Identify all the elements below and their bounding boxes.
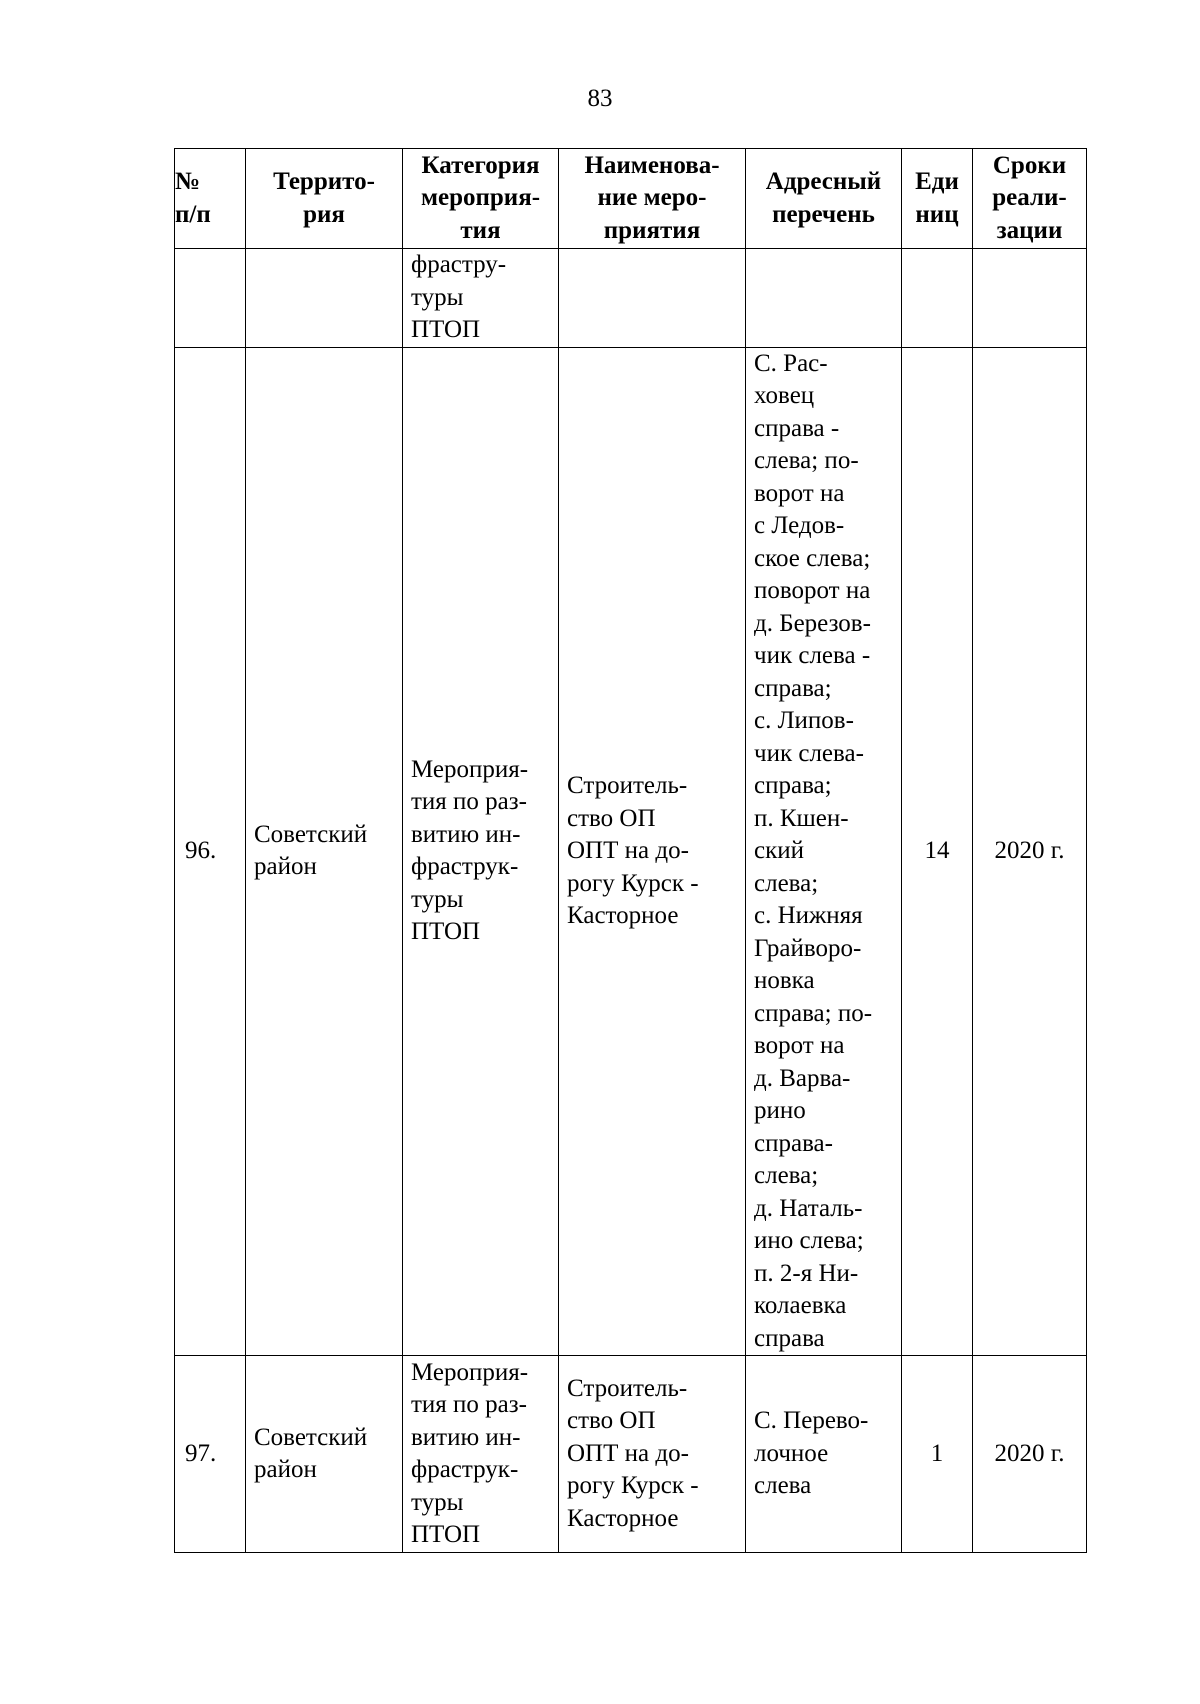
header-category: Категория мероприя- тия xyxy=(403,149,559,249)
cell-category: Мероприя- тия по раз- витию ин- фраструк- туры ПТОП xyxy=(403,347,559,1356)
cell-num: 97. xyxy=(175,1356,246,1553)
cell-territory: Советский район xyxy=(246,347,403,1356)
cell-name: Строитель- ство ОП ОПТ на до- рогу Курск - Касторное xyxy=(559,347,746,1356)
table-row xyxy=(175,1356,1087,1553)
table-header-row xyxy=(175,149,1087,249)
cell-units: 14 xyxy=(902,347,973,1356)
cell-category: фрастру- туры ПТОП xyxy=(403,249,559,348)
cell-territory: Советский район xyxy=(246,1356,403,1553)
cell-term: 2020 г. xyxy=(973,1356,1087,1553)
cell-territory xyxy=(246,249,403,348)
header-term: Сроки реали- зации xyxy=(973,149,1087,249)
table-row xyxy=(175,249,1087,348)
cell-name: Строитель- ство ОП ОПТ на до- рогу Курск - Касторное xyxy=(559,1356,746,1553)
page-number: 83 xyxy=(587,85,613,112)
cell-term xyxy=(973,249,1087,348)
cell-units xyxy=(902,249,973,348)
table-row xyxy=(175,347,1087,1356)
cell-address: С. Рас- ховец справа - слева; по- ворот на с Ледов- ское слева; поворот на д. Березов- чик слева - справа; с. Липов- чик слева- справа; п. Кшен- ский слева; с. Нижняя Грайворо- новка справа; по- ворот на д. Варва- рино справа- слева; д. Наталь- ино слева; п. 2-я Ни- колаевка справа xyxy=(746,347,902,1356)
header-name: Наименова- ние меро- приятия xyxy=(559,149,746,249)
cell-num: 96. xyxy=(175,347,246,1356)
cell-units: 1 xyxy=(902,1356,973,1553)
events-table xyxy=(174,148,1087,1553)
cell-category: Мероприя- тия по раз- витию ин- фраструк- туры ПТОП xyxy=(403,1356,559,1553)
header-num: № п/п xyxy=(175,149,246,249)
cell-num xyxy=(175,249,246,348)
header-territory: Террито- рия xyxy=(246,149,403,249)
cell-term: 2020 г. xyxy=(973,347,1087,1356)
cell-address xyxy=(746,249,902,348)
cell-name xyxy=(559,249,746,348)
header-address: Адресный перечень xyxy=(746,149,902,249)
header-units: Еди ниц xyxy=(902,149,973,249)
cell-address: С. Перево- лочное слева xyxy=(746,1356,902,1553)
